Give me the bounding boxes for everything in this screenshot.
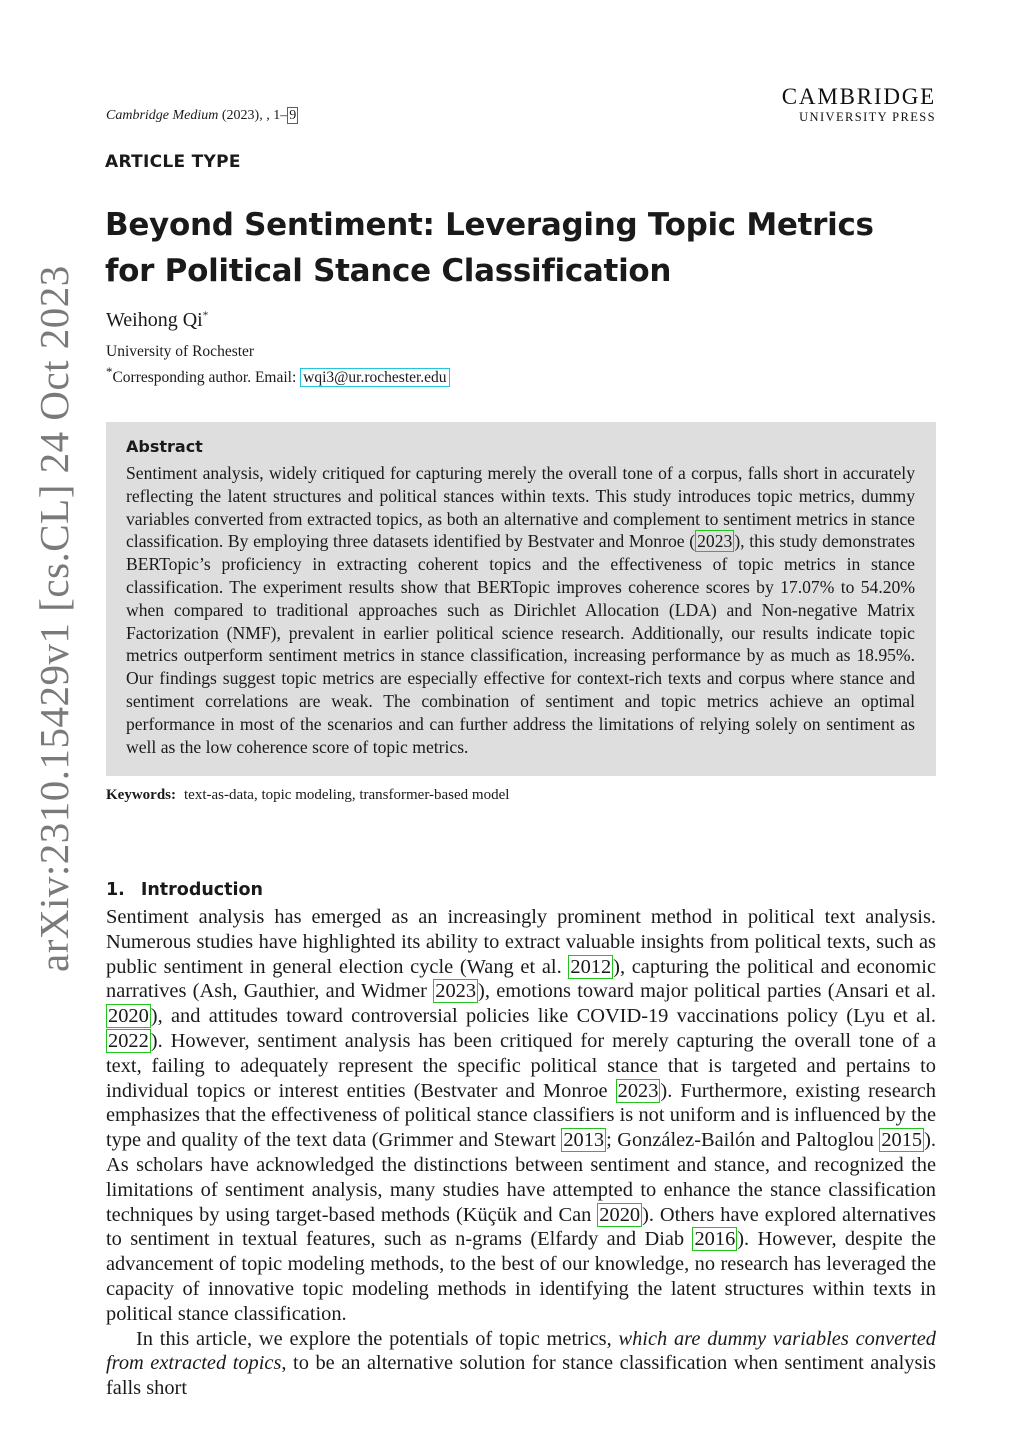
corresponding-author — [106, 362, 450, 388]
publisher-logo — [770, 84, 936, 124]
body-text-part: ), and attitudes toward controversial policies like COVID-19 vaccinations policy (Lyu et al. — [150, 1005, 936, 1028]
body-text-part: ). However, despite the advancement of topic modeling methods, to the best of our knowledge, no research has leveraged the capacity of innovative topic modeling methods in identifying the latent structures within texts in political stance classification. — [106, 1228, 936, 1325]
keywords-label: Keywords: — [106, 787, 176, 803]
body-text-part: Sentiment analysis has emerged as an increasingly prominent method in political text analysis. Numerous studies have highlighted its ability to extract valuable insights from political texts, such as public sentiment in general election cycle (Wang et al. — [106, 906, 936, 978]
citation-link[interactable]: 2016 — [694, 1228, 736, 1251]
article-type: ARTICLE TYPE — [105, 152, 241, 172]
citation-link[interactable]: 2023 — [697, 531, 733, 552]
body-text-part: ). Furthermore, existing research emphasizes that the effectiveness of political stance classifiers is not uniform and is influenced by the type and quality of the text data (Grimmer and Stewart — [106, 1079, 936, 1152]
corresponding-label: Corresponding author. Email: — [112, 369, 301, 387]
citation-link[interactable]: 2023 — [435, 980, 477, 1003]
section-heading — [106, 880, 263, 900]
journal-year-pages: (2023), , 1– — [221, 108, 288, 123]
abstract-title: Abstract — [126, 437, 203, 456]
abstract-text — [126, 462, 915, 758]
citation-link[interactable]: 2012 — [570, 955, 612, 978]
publisher-name: CAMBRIDGE — [781, 84, 936, 109]
body-text — [106, 905, 936, 1401]
journal-name: Cambridge Medium — [106, 108, 219, 123]
abstract-box — [106, 422, 936, 776]
citation-link[interactable]: 2022 — [108, 1029, 149, 1052]
body-text-part: ). However, sentiment analysis has been critiqued for merely capturing the overall tone of a text, failing to adequately represent the specific political stance that is targeted and pertains to individual topics or interest entities (Bestvater and Monroe — [106, 1029, 936, 1102]
author-name: Weihong Qi — [106, 309, 203, 331]
body-text-part: ; González-Bailón and Paltoglou — [606, 1129, 880, 1152]
abstract-text-part: ), this study demonstrates BERTopic’s proficiency in extracting coherent topics and the effectiveness of topic metrics in stance classification. The experiment results show that BERTopic improves coherence scores by 17.07% to 54.20% when compared to traditional approaches such as Dirichlet Allocation (LDA) and Non-negative Matrix Factorization (NMF), prevalent in earlier political science research. Additionally, our results indicate topic metrics outperform sentiment metrics in stance classification, increasing performance by as much as 18.95%. Our findings suggest topic metrics are especially effective for context-rich texts and corpus where stance and sentiment correlations are weak. The combination of sentiment and topic metrics achieve an optimal performance in most of the scenarios and can further address the limitations of relying solely on sentiment as well as the low coherence score of topic metrics. — [126, 531, 915, 757]
citation-link[interactable]: 2020 — [108, 1005, 149, 1028]
citation-link[interactable]: 2020 — [599, 1203, 641, 1226]
paragraph-1 — [106, 905, 936, 1327]
body-text-part: ). Others have explored alternatives to sentiment in textual features, such as n-grams (Elfardy and Diab — [106, 1203, 936, 1251]
keywords — [106, 787, 509, 804]
body-text-part: In this article, we explore the potentials of topic metrics, — [136, 1327, 619, 1350]
section-number: 1. — [106, 880, 125, 900]
email-link[interactable]: wqi3@ur.rochester.edu — [300, 368, 449, 387]
citation-link[interactable]: 2013 — [563, 1129, 605, 1152]
corresponding-mark: * — [106, 364, 113, 379]
paper-title: Beyond Sentiment: Leveraging Topic Metrics for Political Stance Classification — [105, 207, 874, 289]
abstract-text-part: Sentiment analysis, widely critiqued for capturing merely the overall tone of a corpus, falls short in accurately reflecting the latent structures and political stances within texts. This study introduces topic metrics, dummy variables converted from extracted topics, as both an alternative and complement to sentiment metrics in stance classification. By employing three datasets identified by Bestvater and Monroe ( — [126, 463, 915, 552]
body-text-part: ). As scholars have acknowledged the distinctions between sentiment and stance, and recognized the limitations of sentiment analysis, many studies have attempted to enhance the stance classification techniques by using target-based methods (Küçük and Can — [106, 1129, 936, 1226]
last-page-link[interactable]: 9 — [289, 108, 297, 123]
journal-citation — [106, 108, 298, 124]
citation-link[interactable]: 2015 — [881, 1129, 923, 1152]
section-title: Introduction — [140, 880, 264, 900]
keywords-text: text-as-data, topic modeling, transformer-based model — [184, 787, 510, 803]
affiliation: University of Rochester — [106, 343, 255, 360]
publisher-subname: UNIVERSITY PRESS — [799, 110, 936, 124]
emphasis-text: which are dummy variables converted from extracted topics — [106, 1327, 936, 1375]
author-mark: * — [202, 309, 209, 322]
body-text-part: , to be an alternative solution for stance classification when sentiment analysis falls short — [106, 1352, 936, 1400]
paragraph-2 — [106, 1327, 936, 1401]
body-text-part: ), emotions toward major political parties (Ansari et al. — [478, 980, 936, 1003]
author — [106, 309, 208, 332]
citation-link[interactable]: 2023 — [617, 1079, 659, 1102]
body-text-part: ), capturing the political and economic narratives (Ash, Gauthier, and Widmer — [106, 955, 937, 1003]
arxiv-stamp: arXiv:2310.15429v1 [cs.CL] 24 Oct 2023 — [31, 265, 77, 972]
affiliation-block — [106, 342, 450, 388]
